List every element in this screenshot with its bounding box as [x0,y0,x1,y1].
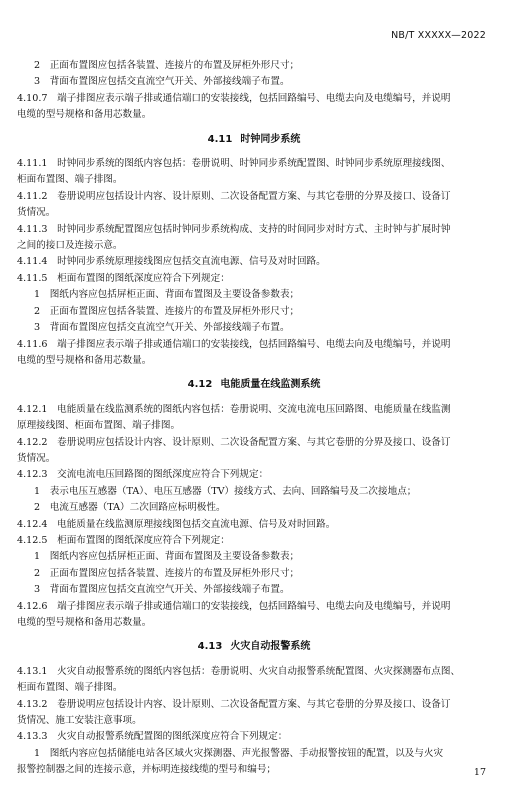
section-number: 4.11 [207,133,233,145]
paragraph-line: 电缆的型号规格和备用芯数量。 [17,109,152,121]
list-item: 1 图纸内容应包括屏柜正面、背面布置图及主要设备参数表； [34,551,300,563]
paragraph-line: 货情况。 [17,207,56,219]
section-heading [17,639,491,655]
paragraph-line: 4.11.2 卷册说明应包括设计内容、设计原则、二次设备配置方案、与其它卷册的分界及接口、设备订 [17,190,451,202]
paragraph-line: 4.12.6 端子排图应表示端子排或通信端口的安装接线，包括回路编号、电缆去向及电缆编号，并说明 [17,600,451,612]
paragraph-line: 4.13.2 卷册说明应包括设计内容、设计原则、二次设备配置方案、与其它卷册的分界及接口、设备订 [17,698,451,710]
paragraph-line: 电缆的型号规格和备用芯数量。 [17,617,152,628]
section-title: 火灾自动报警系统 [230,641,311,653]
paragraph-line: 4.11.4 时钟同步系统原理接线图应包括交直流电源、信号及对时回路。 [17,256,326,268]
paragraph-line: 4.12.5 柜面布置图的图纸深度应符合下列规定： [17,534,230,546]
paragraph-line: 4.11.3 时钟同步系统配置图应包括时钟同步系统构成、支持的时间同步对时方式、主时钟与扩展时钟 [17,223,451,235]
paragraph-line: 4.12.3 交流电流电压回路图的图纸深度应符合下列规定： [17,469,269,481]
document-code: NB/T XXXXX—2022 [391,30,486,41]
paragraph-line: 电缆的型号规格和备用芯数量。 [17,354,152,366]
paragraph-line: 柜面布置图、端子排图。 [17,174,123,186]
section-heading [17,377,491,393]
paragraph-line: 原理接线图、柜面布置图、端子排图。 [17,420,181,432]
list-item: 2 正面布置图应包括各装置、连接片的布置及屏柜外形尺寸； [34,305,300,317]
list-item: 3 背面布置图应包括交直流空气开关、外部接线端子布置。 [34,584,290,596]
paragraph-line: 货情况。 [17,452,56,464]
paragraph-line: 之间的接口及连接示意。 [17,240,123,252]
list-item: 3 背面布置图应包括交直流空气开关、外部接线端子布置。 [34,76,290,88]
paragraph-line: 报警控制器之间的连接示意，并标明连接线缆的型号和编号； [17,764,277,776]
list-item: 1 图纸内容应包括屏柜正面、背面布置图及主要设备参数表； [34,289,300,301]
list-item: 2 正面布置图应包括各装置、连接片的布置及屏柜外形尺寸； [34,567,300,579]
paragraph-line: 4.12.4 电能质量在线监测原理接线图包括交直流电源、信号及对时回路。 [17,518,336,530]
paragraph-line: 柜面布置图、端子排图。 [17,682,123,694]
list-item: 2 电流互感器（TA）二次回路应标明极性。 [34,502,226,514]
document-body [17,58,491,779]
list-item: 2 正面布置图应包括各装置、连接片的布置及屏柜外形尺寸； [34,60,300,71]
paragraph-line: 4.11.5 柜面布置图的图纸深度应符合下列规定： [17,272,230,284]
section-title: 时钟同步系统 [240,133,301,145]
list-item: 1 表示电压互感器（TA）、电压互感器（TV）接线方式、去向、回路编号及二次接地点； [34,485,417,497]
section-heading [17,132,491,148]
paragraph-line: 4.11.6 端子排图应表示端子排或通信端口的安装接线，包括回路编号、电缆去向及电缆编号，并说明 [17,338,451,350]
paragraph-line: 4.12.1 电能质量在线监测系统的图纸内容包括：卷册说明、交流电流电压回路图、电能质量在线监测 [17,403,451,415]
section-number: 4.12 [187,379,213,391]
section-title: 电能质量在线监测系统 [220,379,321,391]
paragraph-line: 货情况、施工安装注意事项。 [17,715,142,727]
paragraph-line: 4.13.3 火灾自动报警系统配置图的图纸深度应符合下列规定： [17,731,288,743]
page-number: 17 [473,767,486,778]
list-item: 1 图纸内容应包括储能电站各区域火灾探测器、声光报警器、手动报警按钮的配置，以及与火灾 [34,747,444,759]
section-number: 4.13 [197,641,223,653]
paragraph-line: 4.11.1 时钟同步系统的图纸内容包括：卷册说明、时钟同步系统配置图、时钟同步系统原理接线图、 [17,158,451,170]
list-item: 3 背面布置图应包括交直流空气开关、外部接线端子布置。 [34,322,290,334]
paragraph-line: 4.10.7 端子排图应表示端子排或通信端口的安装接线，包括回路编号、电缆去向及电缆编号，并说明 [17,92,451,104]
paragraph-line: 4.13.1 火灾自动报警系统的图纸内容包括：卷册说明、火灾自动报警系统配置图、火灾探测器布点图、 [17,665,461,677]
paragraph-line: 4.12.2 卷册说明应包括设计内容、设计原则、二次设备配置方案、与其它卷册的分界及接口、设备订 [17,436,451,448]
